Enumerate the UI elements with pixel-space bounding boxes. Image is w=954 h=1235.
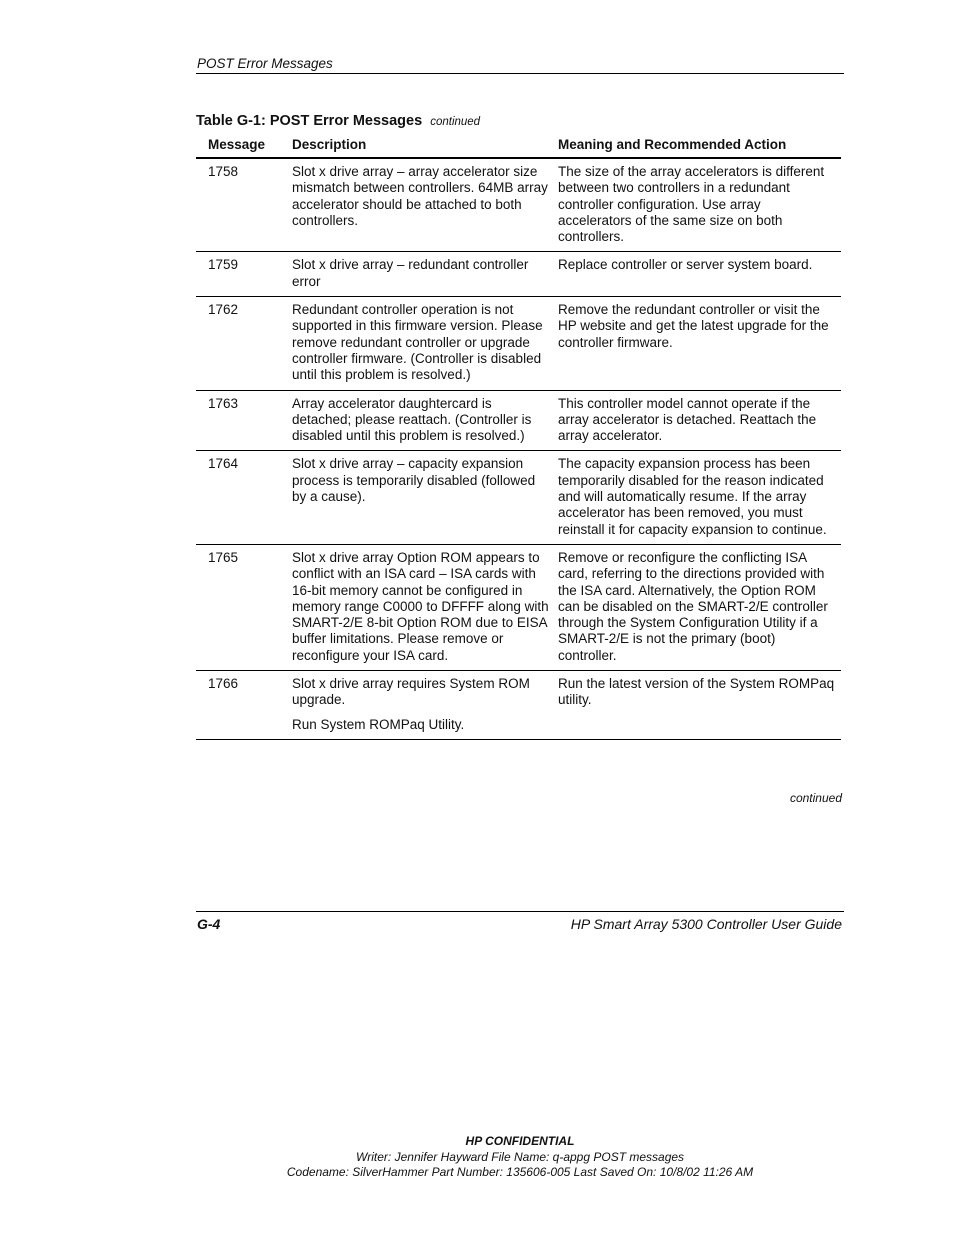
table-row	[196, 391, 841, 452]
message-code: 1764	[208, 456, 239, 472]
table-caption-continued: continued	[430, 116, 481, 128]
description-text: Slot x drive array – capacity expansion process is temporarily disabled (followed by a cause).	[292, 456, 536, 505]
message-code: 1758	[208, 164, 239, 179]
column-header-meaning: Meaning and Recommended Action	[558, 137, 787, 152]
meaning-cell	[558, 550, 841, 664]
description-text: Slot x drive array – array accelerator size mismatch between controllers. 64MB array accelerator should be attached to both controllers.	[292, 164, 548, 228]
table-body	[196, 159, 841, 740]
description-cell	[292, 550, 558, 664]
description-cell	[292, 676, 558, 733]
table-header-row	[196, 136, 841, 159]
description-cell	[292, 164, 558, 245]
description-text: Slot x drive array requires System ROM upgrade.	[292, 676, 530, 708]
meaning-text: The size of the array accelerators is different between two controllers in a redundant controller configuration. Use array accelerators of the same size on both controllers.	[558, 164, 825, 245]
table-row	[196, 451, 841, 544]
post-error-table	[196, 136, 841, 740]
meaning-cell	[558, 676, 841, 733]
table-row	[196, 252, 841, 297]
table-row	[196, 671, 841, 740]
meaning-text: Run the latest version of the System ROMPaq utility.	[558, 676, 835, 708]
table-caption	[196, 113, 480, 129]
footer-rule	[196, 911, 844, 912]
message-code: 1766	[208, 676, 239, 692]
table-caption-title: Table G-1: POST Error Messages	[196, 113, 423, 129]
column-header-message: Message	[208, 137, 266, 152]
meaning-text: This controller model cannot operate if the array accelerator is detached. Reattach the array accelerator.	[558, 395, 817, 444]
confidential-writer-line: Writer: Jennifer Hayward File Name: q-appg POST messages	[355, 1149, 685, 1164]
confidential-title: HP CONFIDENTIAL	[465, 1134, 575, 1148]
description-text: Redundant controller operation is not supported in this firmware version. Please remove redundant controller or upgrade controller firmware. (Controller is disabled until this problem is resolved.)	[292, 302, 543, 383]
description-cell	[292, 456, 558, 537]
table-row	[196, 159, 841, 252]
meaning-text: Remove the redundant controller or visit the HP website and get the latest upgrade for the controller firmware.	[558, 302, 829, 350]
description-text: Run System ROMPaq Utility.	[292, 716, 465, 732]
meaning-text: The capacity expansion process has been temporarily disabled for the reason indicated and will automatically resume. If the array accelerator has been removed, you must reinstall it for capacity expansion to continue.	[558, 456, 827, 537]
page-number: G-4	[197, 916, 221, 932]
meaning-text: Remove or reconfigure the conflicting ISA card, referring to the directions provided with the ISA card. Alternatively, the Option ROM can be disabled on the SMART-2/E controller through the System Configuration Utility if a SMART-2/E is not the primary (boot) controller.	[558, 549, 828, 663]
continued-note: continued	[789, 791, 842, 805]
message-code: 1763	[208, 395, 239, 411]
message-code: 1759	[208, 257, 239, 273]
meaning-cell	[558, 456, 841, 537]
description-cell	[292, 257, 558, 290]
table-row	[196, 297, 841, 390]
meaning-cell	[558, 164, 841, 245]
description-text: Slot x drive array Option ROM appears to conflict with an ISA card – ISA cards with 16-bit memory cannot be configured in memory range C0000 to DFFFF along with SMART-2/E 8-bit Option ROM due to EISA buffer limitations. Please remove or reconfigure your ISA card.	[292, 549, 549, 663]
message-code: 1762	[208, 302, 239, 318]
meaning-text: Replace controller or server system board.	[558, 257, 813, 273]
description-text: Slot x drive array – redundant controller error	[292, 257, 529, 289]
description-cell	[292, 396, 558, 445]
header-rule	[196, 73, 844, 74]
meaning-cell	[558, 257, 841, 290]
guide-title: HP Smart Array 5300 Controller User Guide	[570, 916, 842, 932]
description-cell	[292, 302, 558, 383]
table-row	[196, 545, 841, 671]
message-code: 1765	[208, 549, 239, 565]
description-text: Array accelerator daughtercard is detached; please reattach. (Controller is disabled until this problem is resolved.)	[292, 395, 532, 444]
column-header-description: Description	[292, 137, 367, 152]
meaning-cell	[558, 396, 841, 445]
running-header: POST Error Messages	[197, 56, 333, 71]
confidential-block	[0, 1134, 954, 1181]
confidential-codename-line: Codename: SilverHammer Part Number: 135606-005 Last Saved On: 10/8/02 11:26 AM	[286, 1165, 754, 1179]
meaning-cell	[558, 302, 841, 383]
